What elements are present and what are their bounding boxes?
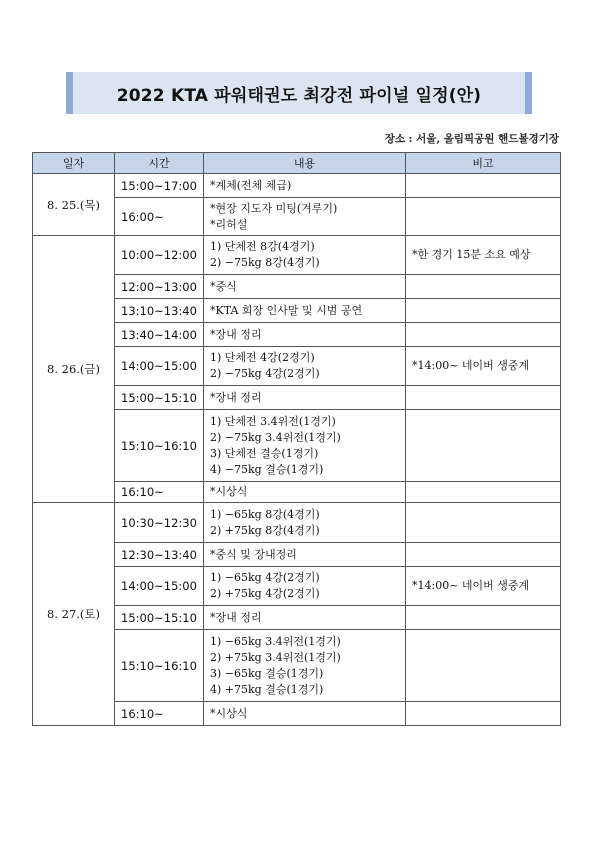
content-cell bbox=[204, 198, 406, 236]
date-cell: 8. 25.(목) bbox=[33, 174, 115, 236]
content-cell bbox=[204, 630, 406, 702]
content-cell bbox=[204, 503, 406, 543]
note-cell bbox=[406, 323, 561, 347]
content-cell bbox=[204, 323, 406, 347]
note-cell bbox=[406, 299, 561, 323]
time-cell: 15:10~16:10 bbox=[115, 410, 204, 482]
table-row bbox=[33, 174, 561, 198]
time-cell: 15:00~17:00 bbox=[115, 174, 204, 198]
note-cell bbox=[406, 543, 561, 567]
note-cell bbox=[406, 630, 561, 702]
content-line: 2) −75kg 4강(2경기) bbox=[210, 367, 320, 380]
content-line: 4) −75kg 결승(1경기) bbox=[210, 462, 324, 476]
content-line: 1) 단체전 8강(4경기) bbox=[210, 240, 315, 253]
note-cell bbox=[406, 386, 561, 410]
content-cell bbox=[204, 410, 406, 482]
note-cell bbox=[406, 174, 561, 198]
time-cell: 16:10~ bbox=[115, 482, 204, 503]
time-cell: 16:10~ bbox=[115, 702, 204, 726]
content-line: *장내 정리 bbox=[210, 327, 262, 341]
content-line: *장내 정리 bbox=[210, 610, 262, 624]
page-title: 2022 KTA 파워태권도 최강전 파이널 일정(안) bbox=[116, 85, 482, 106]
content-line: 3) 단체전 결승(1경기) bbox=[210, 446, 319, 460]
content-line: 2) +75kg 4강(2경기) bbox=[210, 587, 320, 600]
content-line: *시상식 bbox=[210, 485, 248, 498]
header-row bbox=[33, 153, 561, 174]
content-line: 1) −65kg 8강(4경기) bbox=[210, 507, 320, 521]
content-line: 2) +75kg 3.4위전(1경기) bbox=[210, 650, 341, 664]
content-cell bbox=[204, 174, 406, 198]
content-cell bbox=[204, 275, 406, 299]
note-cell: *14:00~ 네이버 생중계 bbox=[406, 347, 561, 386]
time-cell: 13:10~13:40 bbox=[115, 299, 204, 323]
time-cell: 16:00~ bbox=[115, 198, 204, 236]
content-line: *리허설 bbox=[210, 217, 248, 231]
schedule-table bbox=[32, 152, 561, 726]
venue-label: 장소 : 서울, 올림픽공원 핸드볼경기장 bbox=[384, 133, 559, 145]
content-cell bbox=[204, 236, 406, 275]
content-line: *장내 정리 bbox=[210, 390, 262, 404]
content-line: *현장 지도자 미팅(겨루기) bbox=[210, 201, 338, 215]
date-cell: 8. 27.(토) bbox=[33, 503, 115, 726]
table-row bbox=[33, 236, 561, 275]
time-cell: 14:00~15:00 bbox=[115, 347, 204, 386]
header-content: 내용 bbox=[204, 153, 406, 174]
time-cell: 12:30~13:40 bbox=[115, 543, 204, 567]
content-cell bbox=[204, 299, 406, 323]
note-cell bbox=[406, 198, 561, 236]
content-line: *중식 bbox=[210, 279, 237, 293]
note-cell: *14:00~ 네이버 생중계 bbox=[406, 567, 561, 606]
header-date: 일자 bbox=[33, 153, 115, 174]
note-cell bbox=[406, 503, 561, 543]
note-cell: *한 경기 15분 소요 예상 bbox=[406, 236, 561, 275]
time-cell: 10:00~12:00 bbox=[115, 236, 204, 275]
content-line: 1) 단체전 3.4위전(1경기) bbox=[210, 414, 336, 428]
content-line: 1) −65kg 3.4위전(1경기) bbox=[210, 634, 341, 648]
content-cell bbox=[204, 543, 406, 567]
content-line: 3) −65kg 결승(1경기) bbox=[210, 666, 324, 680]
header-time: 시간 bbox=[115, 153, 204, 174]
note-cell bbox=[406, 410, 561, 482]
time-cell: 15:00~15:10 bbox=[115, 606, 204, 630]
note-cell bbox=[406, 275, 561, 299]
content-line: 2) −75kg 3.4위전(1경기) bbox=[210, 430, 341, 444]
content-cell bbox=[204, 347, 406, 386]
title-banner bbox=[66, 72, 532, 114]
content-cell bbox=[204, 482, 406, 503]
content-line: *시상식 bbox=[210, 706, 248, 720]
time-cell: 15:10~16:10 bbox=[115, 630, 204, 702]
content-line: *계체(전체 체급) bbox=[210, 178, 292, 192]
content-line: *KTA 회장 인사말 및 시범 공연 bbox=[210, 303, 363, 317]
content-cell bbox=[204, 567, 406, 606]
time-cell: 10:30~12:30 bbox=[115, 503, 204, 543]
time-cell: 12:00~13:00 bbox=[115, 275, 204, 299]
time-cell: 14:00~15:00 bbox=[115, 567, 204, 606]
content-line: 4) +75kg 결승(1경기) bbox=[210, 682, 324, 696]
table-row bbox=[33, 503, 561, 543]
header-note: 비고 bbox=[406, 153, 561, 174]
content-line: 2) −75kg 8강(4경기) bbox=[210, 256, 320, 269]
date-cell: 8. 26.(금) bbox=[33, 236, 115, 503]
content-cell bbox=[204, 702, 406, 726]
time-cell: 13:40~14:00 bbox=[115, 323, 204, 347]
content-cell bbox=[204, 606, 406, 630]
content-cell bbox=[204, 386, 406, 410]
time-cell: 15:00~15:10 bbox=[115, 386, 204, 410]
note-cell bbox=[406, 702, 561, 726]
content-line: 1) −65kg 4강(2경기) bbox=[210, 571, 320, 584]
content-line: 2) +75kg 8강(4경기) bbox=[210, 523, 320, 537]
note-cell bbox=[406, 482, 561, 503]
note-cell bbox=[406, 606, 561, 630]
content-line: 1) 단체전 4강(2경기) bbox=[210, 351, 315, 364]
content-line: *중식 및 장내정리 bbox=[210, 547, 297, 561]
